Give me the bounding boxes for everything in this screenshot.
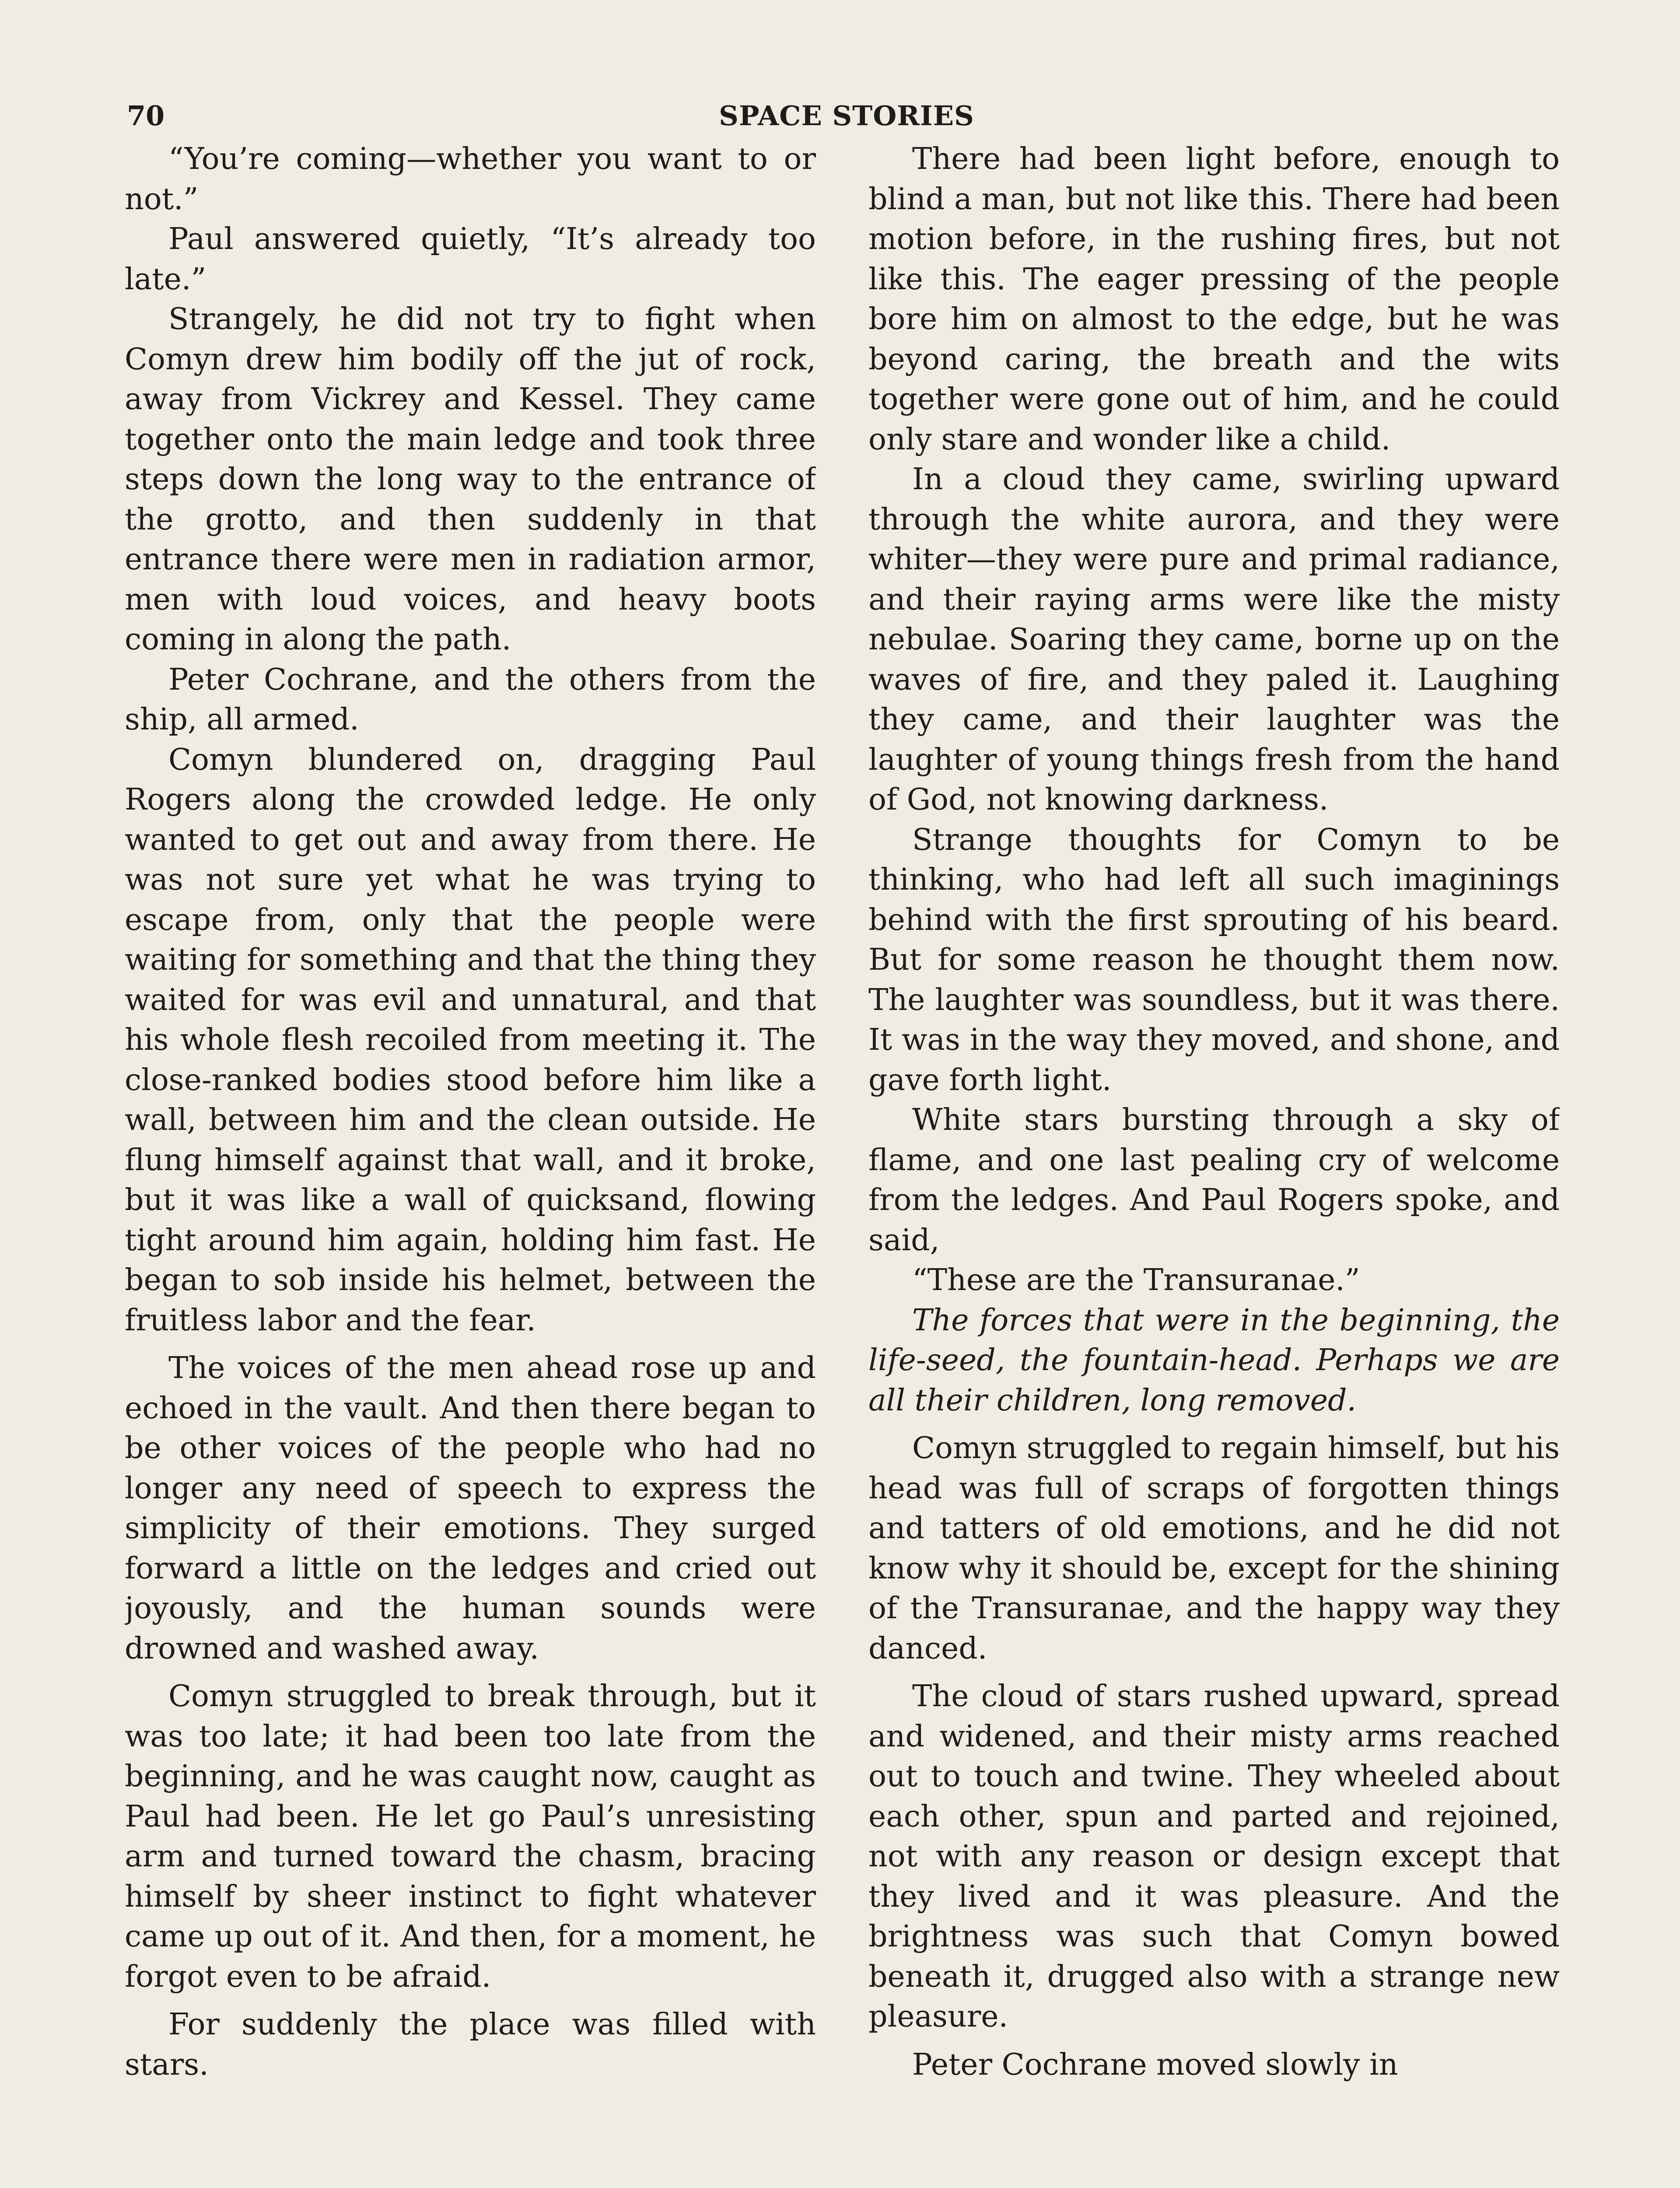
page-header	[127, 96, 1566, 136]
paragraph: There had been light before, enough to blind a man, but not like this. There had been motion before, in the rushing fires, but not like this. The eager pressing of the people bore him on almost to the edge, but he was beyond caring, the breath and the wits together were gone out of him, and he could only stare and wonder like a child.	[868, 142, 1560, 457]
paragraph: Peter Cochrane moved slowly in	[912, 2047, 1398, 2082]
paragraph: Strangely, he did not try to fight when Comyn drew him bodily off the jut of rock, away from Vickrey and Kessel. They came together onto the main ledge and took three steps down the long way to the entrance of the grotto, and then suddenly in that entrance there were men in radiation armor, men with loud voices, and heavy boots coming in along the path.	[125, 302, 816, 657]
paragraph: “You’re coming—whether you want to or not.”	[125, 142, 816, 217]
paragraph: Paul answered quietly, “It’s already too late.”	[125, 222, 816, 297]
paragraph: Strange thoughts for Comyn to be thinking, who had left all such imaginings behind with the first sprouting of his beard. But for some reason he thought them now. The laughter was soundless, but it was there. It was in the way they moved, and shone, and gave forth light.	[868, 822, 1560, 1098]
paragraph: The voices of the men ahead rose up and echoed in the vault. And then there began to be other voices of the people who had no longer any need of speech to express the simplicity of their emotions. They surged forward a little on the ledges and cried out joyously, and the human sounds were drowned and washed away.	[125, 1351, 816, 1666]
paragraph: Peter Cochrane, and the others from the ship, all armed.	[125, 662, 816, 737]
paragraph: Comyn struggled to break through, but it was too late; it had been too late from the beginning, and he was caught now, caught as Paul had been. He let go Paul’s unresisting arm and turned toward the chasm, bracing himself by sheer instinct to fight whatever came up out of it. And then, for a moment, he forgot even to be afraid.	[125, 1679, 816, 1994]
right-column	[868, 139, 1560, 2188]
left-column	[125, 139, 816, 2188]
paragraph: In a cloud they came, swirling upward through the white aurora, and they were whiter—they were pure and primal radiance, and their raying arms were like the misty nebulae. Soaring they came, borne up on the waves of fire, and they paled it. Laughing they came, and their laughter was the laughter of young things fresh from the hand of God, not knowing darkness.	[868, 462, 1560, 817]
paragraph: For suddenly the place was filled with stars.	[125, 2007, 816, 2082]
paragraph: Comyn struggled to regain himself, but his head was full of scraps of forgotten things and tatters of old emotions, and he did not know why it should be, except for the shining of the Transuranae, and the happy way they danced.	[868, 1431, 1560, 1666]
paragraph: White stars bursting through a sky of flame, and one last pealing cry of welcome from the ledges. And Paul Rogers spoke, and said,	[868, 1103, 1560, 1258]
italic-paragraph: The forces that were in the beginning, the life-seed, the fountain-head. Perhaps we are all their children, long removed.	[868, 1303, 1560, 1418]
page-number: 70	[127, 100, 165, 132]
paragraph: The cloud of stars rushed upward, spread and widened, and their misty arms reached out to touch and twine. They wheeled about each other, spun and parted and rejoined, not with any reason or design except that they lived and it was pleasure. And the brightness was such that Comyn bowed beneath it, drugged also with a strange new pleasure.	[868, 1679, 1560, 2034]
running-head: SPACE STORIES	[719, 100, 974, 132]
paragraph: “These are the Transuranae.”	[912, 1263, 1360, 1297]
paragraph: Comyn blundered on, dragging Paul Rogers along the crowded ledge. He only wanted to get out and away from there. He was not sure yet what he was trying to escape from, only that the people were waiting for something and that the thing they waited for was evil and unnatural, and that his whole flesh recoiled from meeting it. The close-ranked bodies stood before him like a wall, between him and the clean outside. He flung himself against that wall, and it broke, but it was like a wall of quicksand, flowing tight around him again, holding him fast. He began to sob inside his helmet, between the fruitless labor and the fear.	[125, 742, 816, 1338]
